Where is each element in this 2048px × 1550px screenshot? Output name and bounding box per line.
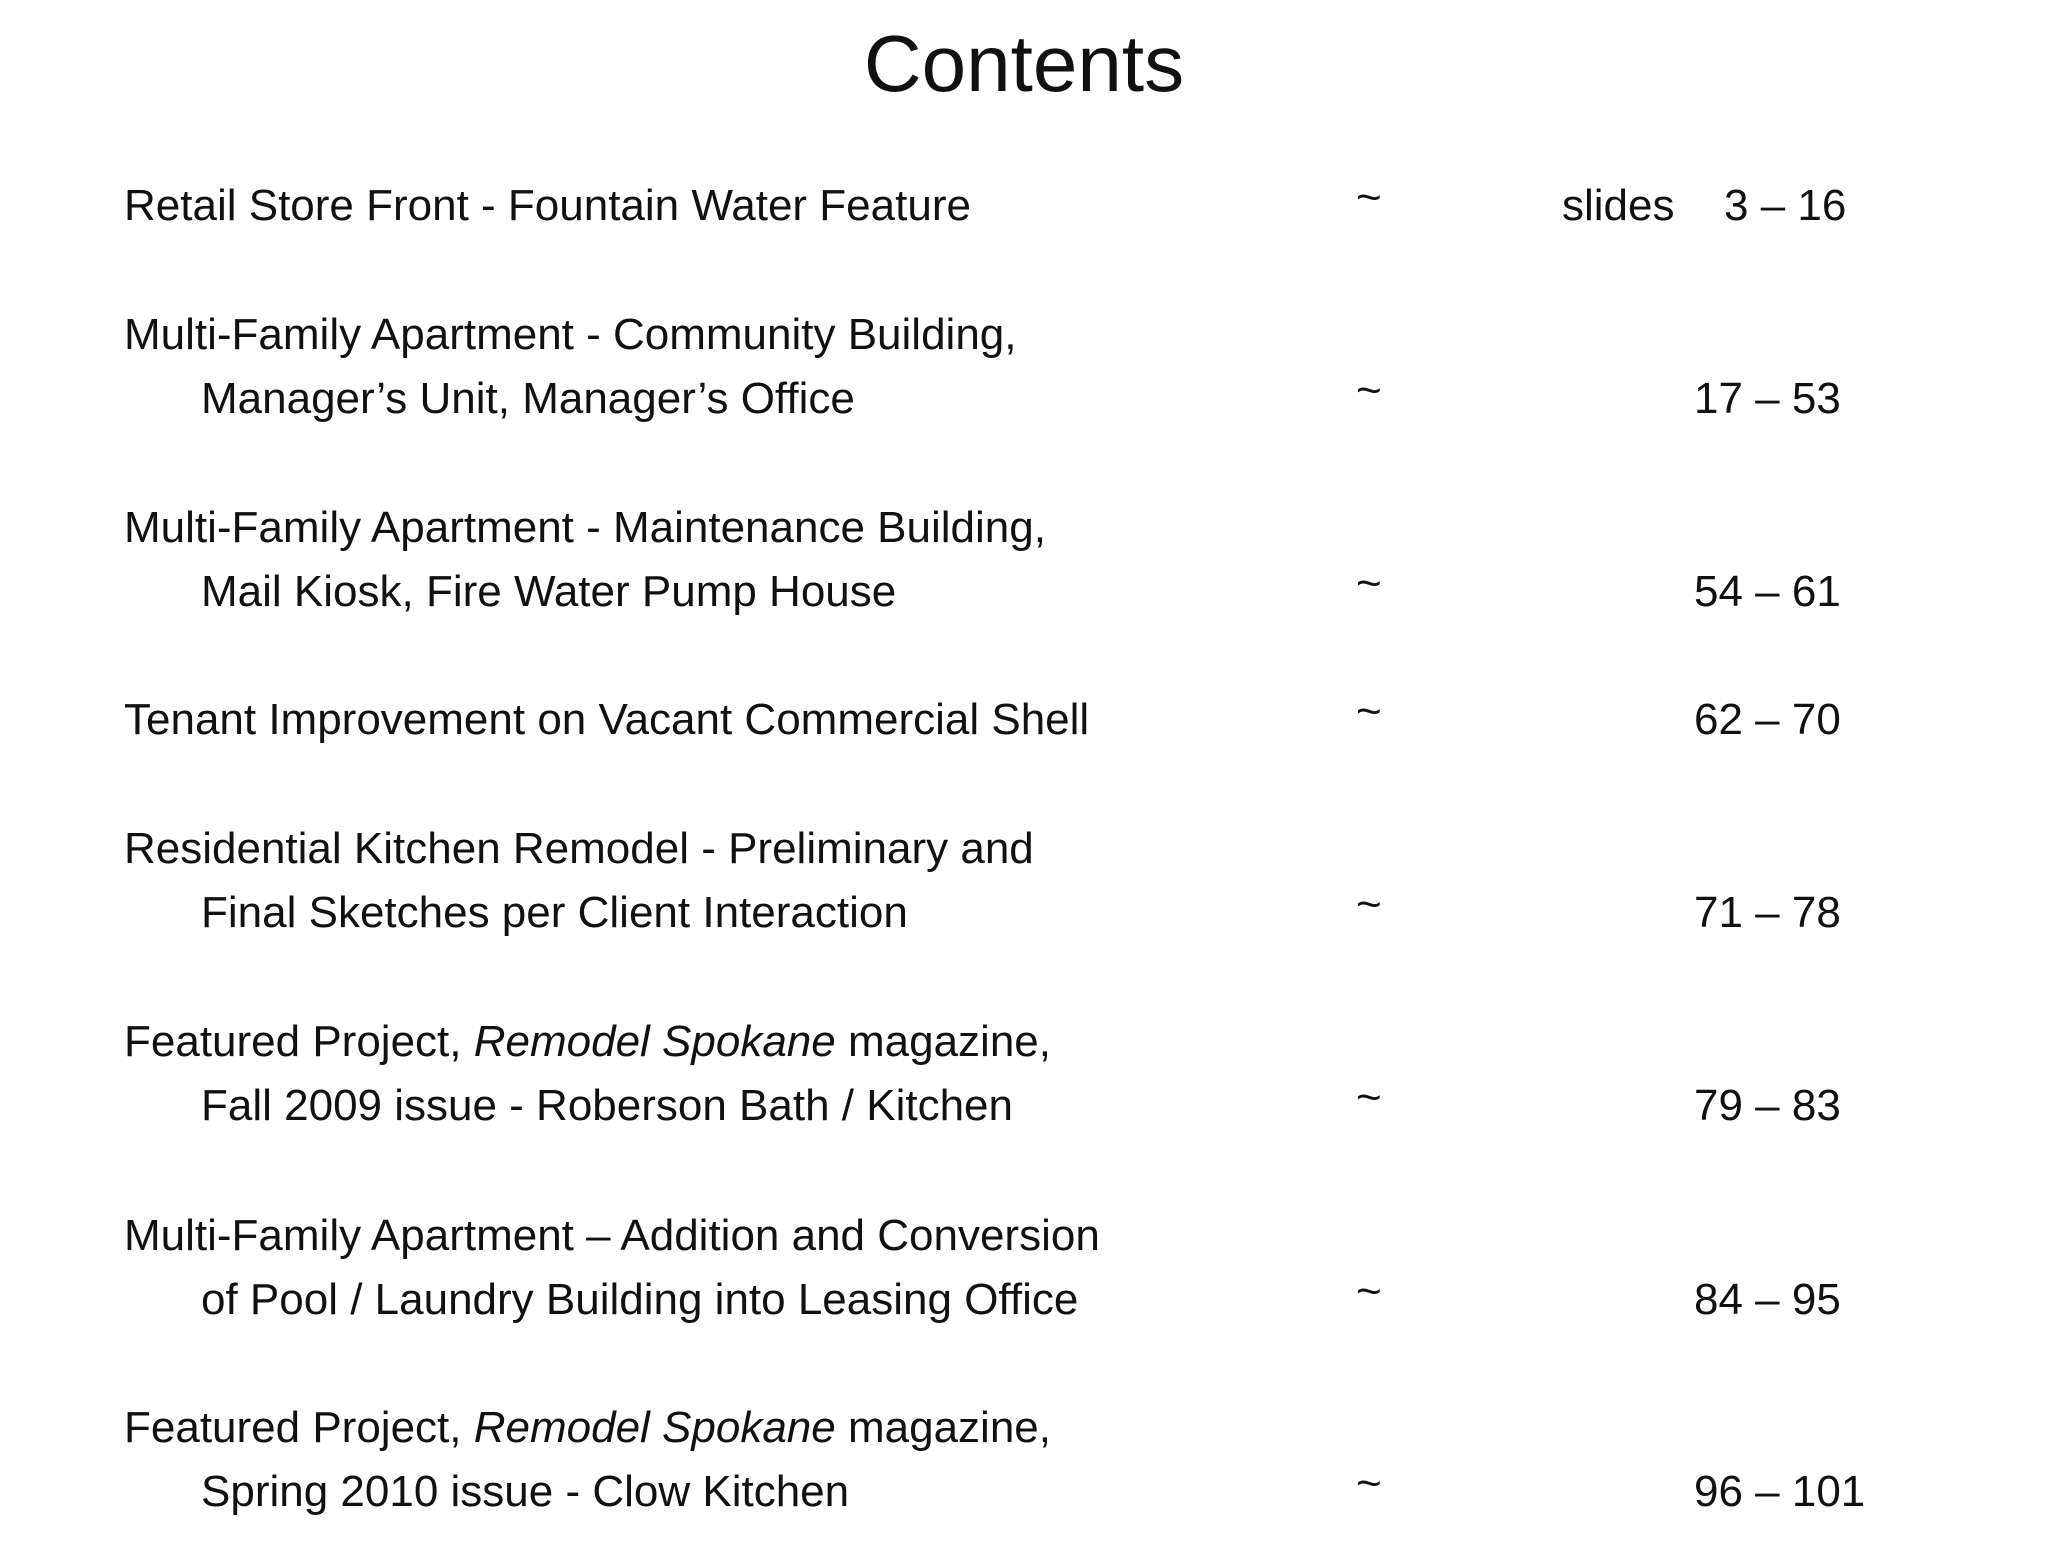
entry-title [124,1014,1051,1070]
contents-entry [0,1400,2048,1550]
entry-title: Multi-Family Apartment - Maintenance Building, [124,503,1046,552]
slides-label: slides [1562,181,1675,230]
contents-entry [0,821,2048,971]
page-title: Contents [863,19,1185,108]
entry-title-suffix: magazine, [835,1017,1051,1066]
contents-entry [0,173,2048,328]
entry-title [124,1400,1051,1456]
entry-title-prefix: Featured Project, [124,1403,474,1452]
entry-subtitle: Spring 2010 issue - Clow Kitchen [201,1467,850,1516]
slide-range: 71 – 78 [1694,888,1841,937]
slide-range: 96 – 101 [1694,1467,1866,1516]
tilde-separator: ~ [1356,687,1382,736]
contents-entry [0,1208,2048,1358]
tilde-separator: ~ [1356,1073,1382,1122]
contents-entry [0,307,2048,457]
magazine-name: Remodel Spokane [473,1017,836,1066]
entry-title: Multi-Family Apartment – Addition and Conversion [124,1211,1100,1260]
slide-range: 54 – 61 [1694,567,1841,616]
slide-range: 62 – 70 [1694,695,1841,744]
entry-subtitle: Final Sketches per Client Interaction [201,888,908,937]
tilde-separator: ~ [1356,366,1382,415]
entry-subtitle: of Pool / Laundry Building into Leasing Office [201,1275,1079,1324]
entry-subtitle: Mail Kiosk, Fire Water Pump House [201,567,897,616]
contents-entry [0,687,2048,842]
tilde-separator: ~ [1356,880,1382,929]
entry-subtitle: Fall 2009 issue - Roberson Bath / Kitchen [201,1081,1014,1130]
tilde-separator: ~ [1356,1267,1382,1316]
tilde-separator: ~ [1356,173,1382,222]
tilde-separator: ~ [1356,1459,1382,1508]
magazine-name: Remodel Spokane [473,1403,836,1452]
entry-title: Tenant Improvement on Vacant Commercial Shell [124,695,1090,744]
entry-title-prefix: Featured Project, [124,1017,474,1066]
entry-title: Multi-Family Apartment - Community Building, [124,310,1017,359]
slide-range: 84 – 95 [1694,1275,1841,1324]
slide-range: 79 – 83 [1694,1081,1841,1130]
entry-title: Residential Kitchen Remodel - Preliminary and [124,824,1034,873]
entry-title: Retail Store Front - Fountain Water Feature [124,181,971,230]
slide-range: 3 – 16 [1724,181,1847,230]
contents-entry [0,1014,2048,1164]
entry-subtitle: Manager’s Unit, Manager’s Office [201,374,855,423]
slide-range: 17 – 53 [1694,374,1841,423]
entry-title-suffix: magazine, [835,1403,1051,1452]
tilde-separator: ~ [1356,559,1382,608]
contents-entry [0,500,2048,650]
